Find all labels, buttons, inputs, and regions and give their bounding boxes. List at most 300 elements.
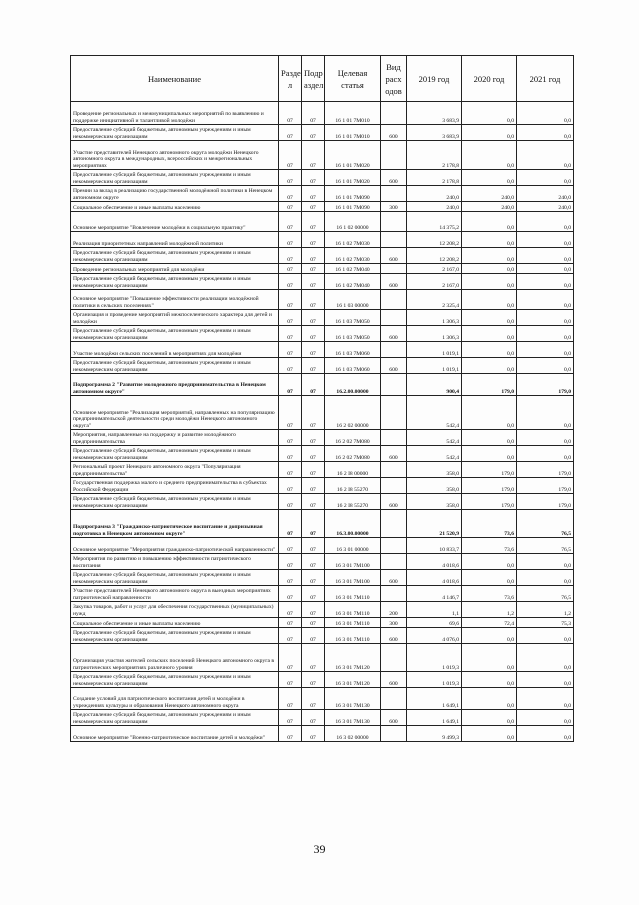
cell-target-article: 16 1 03 7M060 — [325, 342, 381, 358]
cell-subsection: 07 — [302, 586, 325, 602]
cell-2019: 358,0 — [407, 462, 462, 478]
cell-subsection: 07 — [302, 688, 325, 710]
cell-2019: 240,0 — [407, 202, 462, 212]
cell-2021: 0,0 — [517, 274, 574, 290]
cell-2020: 72,4 — [462, 618, 517, 628]
cell-subsection: 07 — [302, 248, 325, 264]
cell-section: 07 — [279, 554, 302, 570]
cell-section: 07 — [279, 538, 302, 554]
table-body — [71, 102, 574, 742]
table-row — [71, 644, 574, 672]
cell-name: Закупка товаров, работ и услуг для обеспечения государственных (муниципальных) нужд — [71, 602, 279, 618]
cell-2019: 2 167,0 — [407, 264, 462, 274]
cell-2021: 0,0 — [517, 326, 574, 342]
cell-target-article: 16 1 03 00000 — [325, 290, 381, 310]
cell-section: 07 — [279, 710, 302, 726]
cell-subsection: 07 — [302, 570, 325, 586]
cell-subsection: 07 — [302, 374, 325, 396]
cell-expense-type: 300 — [381, 618, 407, 628]
cell-2021: 0,0 — [517, 290, 574, 310]
cell-2020: 0,0 — [462, 264, 517, 274]
cell-section: 07 — [279, 202, 302, 212]
cell-subsection: 07 — [302, 554, 325, 570]
cell-2019: 4 076,0 — [407, 628, 462, 644]
cell-2019: 10 833,7 — [407, 538, 462, 554]
table-row — [71, 232, 574, 248]
cell-name: Предоставление субсидий бюджетным, автономным учреждениям и иным некоммерческим организациям — [71, 494, 279, 510]
cell-section: 07 — [279, 170, 302, 186]
table-row — [71, 710, 574, 726]
cell-subsection: 07 — [302, 644, 325, 672]
cell-expense-type: 600 — [381, 326, 407, 342]
cell-2020: 0,0 — [462, 248, 517, 264]
table-row — [71, 125, 574, 141]
cell-section: 07 — [279, 264, 302, 274]
cell-2019: 21 520,9 — [407, 510, 462, 538]
cell-section: 07 — [279, 446, 302, 462]
cell-2020: 0,0 — [462, 710, 517, 726]
cell-2020: 0,0 — [462, 141, 517, 170]
cell-name: Проведение региональных мероприятий для молодёжи — [71, 264, 279, 274]
cell-2021: 0,0 — [517, 342, 574, 358]
table-row — [71, 374, 574, 396]
cell-target-article: 16 1 01 7M020 — [325, 170, 381, 186]
cell-target-article: 16 1 02 7M030 — [325, 232, 381, 248]
cell-subsection: 07 — [302, 102, 325, 125]
cell-name: Мероприятия, направленные на поддержку и развитие молодёжного предпринимательства — [71, 430, 279, 446]
cell-name: Предоставление субсидий бюджетным, автономным учреждениям и иным некоммерческим организациям — [71, 326, 279, 342]
cell-2021: 76,5 — [517, 510, 574, 538]
cell-name: Премии за вклад в реализацию государственной молодёжной политики в Ненецком автономном округе — [71, 186, 279, 202]
cell-2021: 0,0 — [517, 248, 574, 264]
cell-expense-type — [381, 430, 407, 446]
cell-expense-type: 600 — [381, 628, 407, 644]
cell-2020: 179,0 — [462, 462, 517, 478]
header-2021: 2021 год — [517, 56, 574, 102]
cell-2019: 1 649,1 — [407, 710, 462, 726]
cell-name: Региональный проект Ненецкого автономного округа "Популяризация предпринимательства" — [71, 462, 279, 478]
cell-2019: 542,4 — [407, 430, 462, 446]
cell-2021: 240,0 — [517, 186, 574, 202]
header-row — [71, 56, 574, 102]
cell-expense-type — [381, 478, 407, 494]
cell-target-article: 16 1 02 7M030 — [325, 248, 381, 264]
table-row — [71, 510, 574, 538]
cell-expense-type — [381, 186, 407, 202]
cell-2020: 0,0 — [462, 290, 517, 310]
cell-target-article: 16 3 01 7M110 — [325, 618, 381, 628]
cell-subsection: 07 — [302, 326, 325, 342]
cell-name: Подпрограмма 2 "Развитие молодежного предпринимательства в Ненецком автономном округе" — [71, 374, 279, 396]
cell-2020: 0,0 — [462, 326, 517, 342]
cell-name: Основное мероприятие "Военно-патриотическое воспитание детей и молодёжи" — [71, 726, 279, 742]
cell-target-article: 16 3 01 7M130 — [325, 688, 381, 710]
header-section: Разде л — [279, 56, 302, 102]
cell-2019: 358,0 — [407, 494, 462, 510]
table-row — [71, 326, 574, 342]
cell-expense-type — [381, 310, 407, 326]
cell-2020: 179,0 — [462, 494, 517, 510]
cell-target-article: 16 1 03 7M060 — [325, 358, 381, 374]
cell-section: 07 — [279, 618, 302, 628]
cell-subsection: 07 — [302, 446, 325, 462]
cell-subsection: 07 — [302, 310, 325, 326]
cell-subsection: 07 — [302, 628, 325, 644]
cell-subsection: 07 — [302, 264, 325, 274]
cell-section: 07 — [279, 462, 302, 478]
cell-subsection: 07 — [302, 430, 325, 446]
cell-section: 07 — [279, 602, 302, 618]
cell-2019: 4 018,6 — [407, 570, 462, 586]
cell-2021: 76,5 — [517, 586, 574, 602]
cell-2019: 1 019,3 — [407, 644, 462, 672]
cell-target-article: 16 2 I8 55270 — [325, 478, 381, 494]
cell-2021: 179,0 — [517, 494, 574, 510]
cell-2019: 69,6 — [407, 618, 462, 628]
cell-2020: 0,0 — [462, 125, 517, 141]
cell-2020: 0,0 — [462, 628, 517, 644]
cell-2020: 0,0 — [462, 446, 517, 462]
cell-expense-type: 600 — [381, 274, 407, 290]
cell-2021: 179,0 — [517, 374, 574, 396]
header-target-article: Целевая статья — [325, 56, 381, 102]
cell-2021: 0,0 — [517, 430, 574, 446]
cell-2020: 0,0 — [462, 212, 517, 232]
cell-expense-type — [381, 374, 407, 396]
cell-2019: 1 019,3 — [407, 672, 462, 688]
cell-target-article: 16 1 02 7M040 — [325, 274, 381, 290]
cell-section: 07 — [279, 326, 302, 342]
cell-section: 07 — [279, 672, 302, 688]
cell-section: 07 — [279, 125, 302, 141]
cell-subsection: 07 — [302, 494, 325, 510]
cell-2021: 76,5 — [517, 538, 574, 554]
cell-target-article: 16 2 02 7M080 — [325, 446, 381, 462]
cell-section: 07 — [279, 232, 302, 248]
cell-expense-type: 600 — [381, 570, 407, 586]
cell-target-article: 16 2 02 7M080 — [325, 430, 381, 446]
cell-target-article: 16 3 01 7M120 — [325, 672, 381, 688]
cell-2020: 0,0 — [462, 726, 517, 742]
cell-2019: 1 019,1 — [407, 358, 462, 374]
cell-target-article: 16 1 01 7M090 — [325, 186, 381, 202]
cell-name: Участие молодёжи сельских поселений в мероприятиях для молодёжи — [71, 342, 279, 358]
cell-name: Предоставление субсидий бюджетным, автономным учреждениям и иным некоммерческим организациям — [71, 125, 279, 141]
cell-2021: 0,0 — [517, 710, 574, 726]
cell-expense-type — [381, 342, 407, 358]
cell-target-article: 16 3 01 7M120 — [325, 644, 381, 672]
cell-2020: 0,0 — [462, 102, 517, 125]
table-row — [71, 290, 574, 310]
cell-2019: 900,4 — [407, 374, 462, 396]
cell-target-article: 16 3 01 7M110 — [325, 628, 381, 644]
cell-target-article: 16 3 01 7M100 — [325, 570, 381, 586]
cell-section: 07 — [279, 374, 302, 396]
table-row — [71, 248, 574, 264]
cell-section: 07 — [279, 644, 302, 672]
cell-name: Предоставление субсидий бюджетным, автономным учреждениям и иным некоммерческим организациям — [71, 248, 279, 264]
cell-subsection: 07 — [302, 290, 325, 310]
cell-target-article: 16 3 01 7M110 — [325, 602, 381, 618]
cell-2020: 0,0 — [462, 274, 517, 290]
cell-2019: 4 018,6 — [407, 554, 462, 570]
cell-target-article: 16 3 01 7M100 — [325, 554, 381, 570]
table-row — [71, 342, 574, 358]
cell-2020: 73,6 — [462, 510, 517, 538]
cell-section: 07 — [279, 358, 302, 374]
header-subsection: Подр аздел — [302, 56, 325, 102]
header-name: Наименование — [71, 56, 279, 102]
page-number: 39 — [313, 842, 326, 856]
cell-2020: 0,0 — [462, 644, 517, 672]
cell-2021: 0,0 — [517, 358, 574, 374]
budget-table — [70, 55, 574, 742]
cell-2021: 0,0 — [517, 554, 574, 570]
cell-name: Организация и проведение мероприятий межпоселенческого характера для детей и молодёжи — [71, 310, 279, 326]
cell-target-article: 16 1 01 7M090 — [325, 202, 381, 212]
cell-target-article: 16 3 02 00000 — [325, 726, 381, 742]
table-row — [71, 212, 574, 232]
cell-subsection: 07 — [302, 478, 325, 494]
cell-expense-type: 600 — [381, 170, 407, 186]
table-row — [71, 494, 574, 510]
cell-2019: 14 375,2 — [407, 212, 462, 232]
cell-expense-type — [381, 644, 407, 672]
cell-section: 07 — [279, 478, 302, 494]
table-row — [71, 726, 574, 742]
table-row — [71, 274, 574, 290]
cell-section: 07 — [279, 290, 302, 310]
table-row — [71, 141, 574, 170]
cell-name: Государственная поддержка малого и среднего предпринимательства в субъектах Российской Федерации — [71, 478, 279, 494]
cell-name: Организация участия жителей сельских поселений Ненецкого автономного округа в патриотических мероприятиях различного уровня — [71, 644, 279, 672]
table-row — [71, 688, 574, 710]
header-expense-type: Вид расх одов — [381, 56, 407, 102]
cell-2021: 240,0 — [517, 202, 574, 212]
cell-2021: 0,0 — [517, 570, 574, 586]
cell-name: Создание условий для патриотического воспитания детей и молодёжи в учреждениях культуры и образования Ненецкого автономного округа — [71, 688, 279, 710]
cell-target-article: 16.2.00.00000 — [325, 374, 381, 396]
cell-2020: 0,0 — [462, 396, 517, 430]
cell-2021: 0,0 — [517, 446, 574, 462]
cell-2019: 12 208,2 — [407, 248, 462, 264]
cell-2020: 0,0 — [462, 342, 517, 358]
cell-2021: 0,0 — [517, 672, 574, 688]
cell-expense-type: 600 — [381, 125, 407, 141]
cell-section: 07 — [279, 342, 302, 358]
cell-2021: 0,0 — [517, 644, 574, 672]
cell-2020: 1,2 — [462, 602, 517, 618]
cell-2020: 240,0 — [462, 186, 517, 202]
cell-2020: 240,0 — [462, 202, 517, 212]
cell-section: 07 — [279, 586, 302, 602]
cell-2019: 542,4 — [407, 396, 462, 430]
cell-section: 07 — [279, 628, 302, 644]
cell-name: Предоставление субсидий бюджетным, автономным учреждениям и иным некоммерческим организациям — [71, 710, 279, 726]
cell-section: 07 — [279, 248, 302, 264]
cell-2020: 73,6 — [462, 538, 517, 554]
cell-2019: 1 019,1 — [407, 342, 462, 358]
cell-subsection: 07 — [302, 141, 325, 170]
cell-subsection: 07 — [302, 602, 325, 618]
cell-subsection: 07 — [302, 396, 325, 430]
cell-target-article: 16 1 01 7M010 — [325, 102, 381, 125]
cell-2021: 0,0 — [517, 212, 574, 232]
cell-2019: 1,1 — [407, 602, 462, 618]
table-row — [71, 186, 574, 202]
cell-section: 07 — [279, 430, 302, 446]
cell-target-article: 16 3 01 7M130 — [325, 710, 381, 726]
cell-section: 07 — [279, 310, 302, 326]
cell-2019: 1 306,3 — [407, 310, 462, 326]
cell-section: 07 — [279, 102, 302, 125]
cell-expense-type — [381, 726, 407, 742]
cell-subsection: 07 — [302, 232, 325, 248]
header-2020: 2020 год — [462, 56, 517, 102]
cell-2021: 0,0 — [517, 264, 574, 274]
cell-subsection: 07 — [302, 538, 325, 554]
cell-name: Основное мероприятие "Реализация мероприятий, направленных на популяризацию предпринимательской деятельности среди молодёжи Ненецкого автономного округа" — [71, 396, 279, 430]
cell-2021: 0,0 — [517, 102, 574, 125]
cell-name: Предоставление субсидий бюджетным, автономным учреждениям и иным некоммерческим организациям — [71, 570, 279, 586]
table-row — [71, 396, 574, 430]
cell-subsection: 07 — [302, 726, 325, 742]
cell-section: 07 — [279, 396, 302, 430]
table-row — [71, 554, 574, 570]
cell-target-article: 16 3 01 7M110 — [325, 586, 381, 602]
cell-name: Участие представителей Ненецкого автономного округа в выездных мероприятиях патриотической направленности — [71, 586, 279, 602]
table-row — [71, 102, 574, 125]
cell-target-article: 16 1 01 7M020 — [325, 141, 381, 170]
cell-expense-type: 600 — [381, 358, 407, 374]
header-2019: 2019 год — [407, 56, 462, 102]
cell-expense-type — [381, 141, 407, 170]
cell-2020: 0,0 — [462, 688, 517, 710]
cell-expense-type: 600 — [381, 446, 407, 462]
cell-section: 07 — [279, 510, 302, 538]
cell-expense-type — [381, 586, 407, 602]
cell-name: Основное мероприятие "Повышение эффективности реализации молодёжной политики в сельских поселениях" — [71, 290, 279, 310]
cell-expense-type — [381, 510, 407, 538]
cell-2021: 0,0 — [517, 232, 574, 248]
table-row — [71, 430, 574, 446]
table-row — [71, 310, 574, 326]
cell-2021: 179,0 — [517, 462, 574, 478]
cell-expense-type — [381, 554, 407, 570]
table-row — [71, 602, 574, 618]
cell-2019: 1 306,3 — [407, 326, 462, 342]
cell-name: Основное мероприятие "Мероприятия гражданско-патриотической направленности" — [71, 538, 279, 554]
cell-2019: 2 325,4 — [407, 290, 462, 310]
cell-target-article: 16 2 02 00000 — [325, 396, 381, 430]
cell-subsection: 07 — [302, 125, 325, 141]
cell-section: 07 — [279, 494, 302, 510]
table-row — [71, 170, 574, 186]
cell-2020: 0,0 — [462, 170, 517, 186]
cell-name: Реализация приоритетных направлений молодёжной политики — [71, 232, 279, 248]
cell-expense-type: 200 — [381, 602, 407, 618]
cell-name: Социальное обеспечение и иные выплаты населению — [71, 202, 279, 212]
cell-2020: 179,0 — [462, 478, 517, 494]
cell-expense-type — [381, 264, 407, 274]
cell-target-article: 16 1 02 7M040 — [325, 264, 381, 274]
cell-section: 07 — [279, 570, 302, 586]
cell-name: Подпрограмма 3 "Гражданско-патриотическое воспитание и допризывная подготовка в Ненецком автономном округе" — [71, 510, 279, 538]
cell-name: Предоставление субсидий бюджетным, автономным учреждениям и иным некоммерческим организациям — [71, 446, 279, 462]
cell-expense-type — [381, 396, 407, 430]
cell-expense-type: 600 — [381, 710, 407, 726]
cell-subsection: 07 — [302, 212, 325, 232]
cell-name: Основное мероприятие "Вовлечение молодёжи в социальную практику" — [71, 212, 279, 232]
cell-section: 07 — [279, 688, 302, 710]
cell-2019: 240,0 — [407, 186, 462, 202]
cell-expense-type — [381, 290, 407, 310]
cell-subsection: 07 — [302, 186, 325, 202]
table-row — [71, 462, 574, 478]
cell-subsection: 07 — [302, 710, 325, 726]
cell-expense-type: 300 — [381, 202, 407, 212]
table-row — [71, 446, 574, 462]
cell-subsection: 07 — [302, 358, 325, 374]
cell-2019: 3 683,9 — [407, 125, 462, 141]
table-row — [71, 570, 574, 586]
cell-2019: 4 146,7 — [407, 586, 462, 602]
cell-expense-type — [381, 688, 407, 710]
cell-2020: 0,0 — [462, 570, 517, 586]
table-row — [71, 618, 574, 628]
cell-section: 07 — [279, 186, 302, 202]
cell-subsection: 07 — [302, 170, 325, 186]
cell-2020: 0,0 — [462, 358, 517, 374]
cell-name: Предоставление субсидий бюджетным, автономным учреждениям и иным некоммерческим организациям — [71, 672, 279, 688]
cell-2019: 2 178,8 — [407, 141, 462, 170]
cell-name: Проведение региональных и межмуниципальных мероприятий по выявлению и поддержке инициативной и талантливой молодёжи — [71, 102, 279, 125]
cell-subsection: 07 — [302, 672, 325, 688]
cell-2021: 75,3 — [517, 618, 574, 628]
cell-2019: 358,0 — [407, 478, 462, 494]
cell-expense-type — [381, 538, 407, 554]
cell-target-article: 16 1 01 7M010 — [325, 125, 381, 141]
cell-2020: 0,0 — [462, 232, 517, 248]
cell-2019: 2 167,0 — [407, 274, 462, 290]
cell-expense-type — [381, 212, 407, 232]
cell-2021: 0,0 — [517, 170, 574, 186]
cell-2020: 0,0 — [462, 310, 517, 326]
cell-target-article: 16.3.00.00000 — [325, 510, 381, 538]
cell-expense-type: 600 — [381, 672, 407, 688]
cell-2020: 73,6 — [462, 586, 517, 602]
cell-target-article: 16 2 I8 00000 — [325, 462, 381, 478]
cell-name: Предоставление субсидий бюджетным, автономным учреждениям и иным некоммерческим организациям — [71, 170, 279, 186]
cell-2020: 0,0 — [462, 672, 517, 688]
table-row — [71, 202, 574, 212]
cell-2019: 3 683,9 — [407, 102, 462, 125]
cell-2019: 9 499,3 — [407, 726, 462, 742]
cell-name: Предоставление субсидий бюджетным, автономным учреждениям и иным некоммерческим организациям — [71, 628, 279, 644]
cell-subsection: 07 — [302, 202, 325, 212]
cell-subsection: 07 — [302, 618, 325, 628]
cell-2021: 0,0 — [517, 396, 574, 430]
cell-subsection: 07 — [302, 510, 325, 538]
cell-target-article: 16 2 I8 55270 — [325, 494, 381, 510]
cell-name: Социальное обеспечение и иные выплаты населению — [71, 618, 279, 628]
cell-section: 07 — [279, 726, 302, 742]
cell-2021: 0,0 — [517, 726, 574, 742]
cell-section: 07 — [279, 274, 302, 290]
cell-2021: 1,2 — [517, 602, 574, 618]
table-row — [71, 672, 574, 688]
cell-2019: 542,4 — [407, 446, 462, 462]
